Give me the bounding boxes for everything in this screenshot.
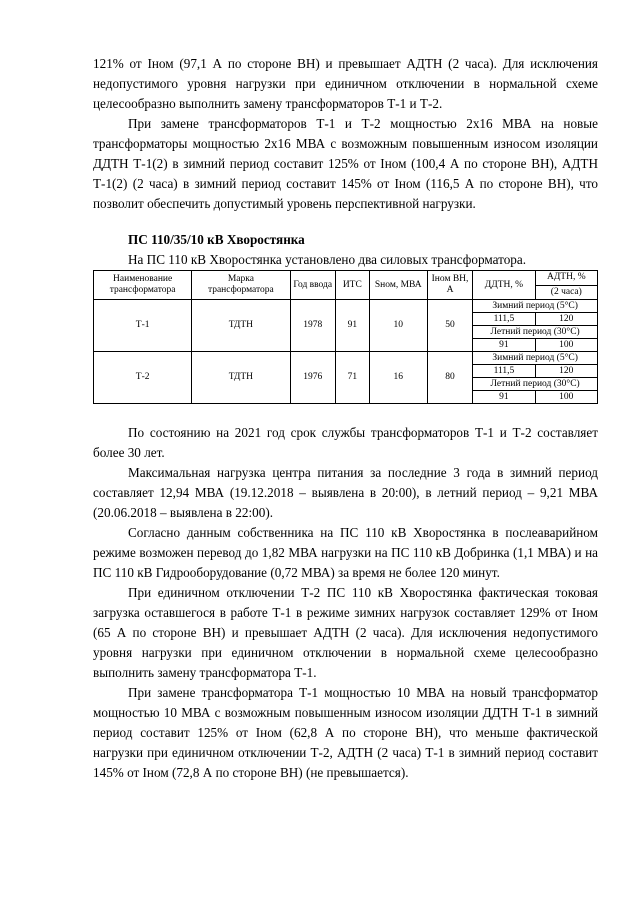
transformer-table — [93, 270, 598, 404]
table-row — [94, 352, 598, 365]
cell-year: 1976 — [290, 352, 335, 404]
paragraph-5: Максимальная нагрузка центра питания за последние 3 года в зимний период составляет 12,94 МВА (19.12.2018 – выявлена в 20:00), в летний период – 9,21 МВА (20.06.2018 – выявлена в 22:00). — [93, 465, 598, 520]
paragraph-4: По состоянию на 2021 год срок службы трансформаторов Т-1 и Т-2 составляет более 30 лет. — [93, 425, 598, 460]
paragraph-1: 121% от Iном (97,1 А по стороне ВН) и превышает АДТН (2 часа). Для исключения недопустимого уровня нагрузки при единичном отключении в нормальной схеме целесообразно выполнить замену трансформаторов Т-1 и Т-2. — [93, 56, 598, 111]
header-adtn: АДТН, % — [535, 271, 597, 286]
cell-summer-ddtn: 91 — [473, 391, 535, 404]
header-brand: Марка трансформатора — [192, 271, 290, 300]
paragraph-2: При замене трансформаторов Т-1 и Т-2 мощностью 2х16 МВА на новые трансформаторы мощностью 2х16 МВА с возможным повышенным износом изоляции ДДТН Т-1(2) в зимний период составит 125% от Iном (100,4 А по стороне ВН), АДТН Т-1(2) (2 часа) в зимний период составит 145% от Iном (116,5 А по стороне ВН), что позволит обеспечить допустимый уровень перспективной нагрузки. — [93, 116, 598, 211]
cell-summer-adtn: 100 — [535, 391, 597, 404]
header-name: Наименование трансформатора — [94, 271, 192, 300]
cell-name: Т-2 — [94, 352, 192, 404]
cell-snom: 16 — [369, 352, 427, 404]
paragraph-3: На ПС 110 кВ Хворостянка установлено два силовых трансформатора. — [128, 252, 527, 267]
cell-snom: 10 — [369, 300, 427, 352]
cell-winter-adtn: 120 — [535, 313, 597, 326]
winter-period-label: Зимний период (5°C) — [473, 352, 598, 365]
table-header-row — [94, 271, 598, 286]
cell-winter-adtn: 120 — [535, 365, 597, 378]
paragraph-7: При единичном отключении Т-2 ПС 110 кВ Хворостянка фактическая токовая загрузка оставшегося в работе Т-1 в режиме зимних нагрузок составляет 129% от Iном (65 А по стороне ВН) и превышает АДТН (2 часа). Для исключения недопустимого уровня нагрузки при единичном отключении в нормальной схеме целесообразно выполнить замену трансформатора Т-1. — [93, 585, 598, 680]
cell-winter-ddtn: 111,5 — [473, 365, 535, 378]
table-row — [94, 300, 598, 313]
summer-period-label: Летний период (30°C) — [473, 326, 598, 339]
cell-its: 91 — [335, 300, 369, 352]
header-inom: Iном ВН, А — [427, 271, 472, 300]
cell-year: 1978 — [290, 300, 335, 352]
cell-inom: 50 — [427, 300, 472, 352]
cell-brand: ТДТН — [192, 352, 290, 404]
summer-period-label: Летний период (30°C) — [473, 378, 598, 391]
cell-summer-ddtn: 91 — [473, 339, 535, 352]
header-year: Год ввода — [290, 271, 335, 300]
header-snom: Sном, МВА — [369, 271, 427, 300]
winter-period-label: Зимний период (5°C) — [473, 300, 598, 313]
header-its: ИТС — [335, 271, 369, 300]
section-heading: ПС 110/35/10 кВ Хворостянка — [128, 232, 305, 247]
cell-name: Т-1 — [94, 300, 192, 352]
paragraph-8: При замене трансформатора Т-1 мощностью 10 МВА на новый трансформатор мощностью 10 МВА с возможным повышенным износом изоляции ДДТН Т-1 в зимний период составит 125% от Iном (62,8 А по стороне ВН), что меньше фактической нагрузки при единичном отключении Т-2, АДТН (2 часа) Т-1 в зимний период составит 145% от Iном (72,8 А по стороне ВН) (не превышается). — [93, 685, 598, 780]
header-adtn-sub: (2 часа) — [535, 285, 597, 300]
header-ddtn: ДДТН, % — [473, 271, 535, 300]
document-page — [93, 54, 598, 783]
cell-inom: 80 — [427, 352, 472, 404]
cell-its: 71 — [335, 352, 369, 404]
paragraph-6: Согласно данным собственника на ПС 110 кВ Хворостянка в послеаварийном режиме возможен перевод до 1,82 МВА нагрузки на ПС 110 кВ Добринка (1,1 МВА) и на ПС 110 кВ Гидрооборудование (0,72 МВА) за время не более 120 минут. — [93, 525, 598, 580]
cell-brand: ТДТН — [192, 300, 290, 352]
cell-winter-ddtn: 111,5 — [473, 313, 535, 326]
cell-summer-adtn: 100 — [535, 339, 597, 352]
